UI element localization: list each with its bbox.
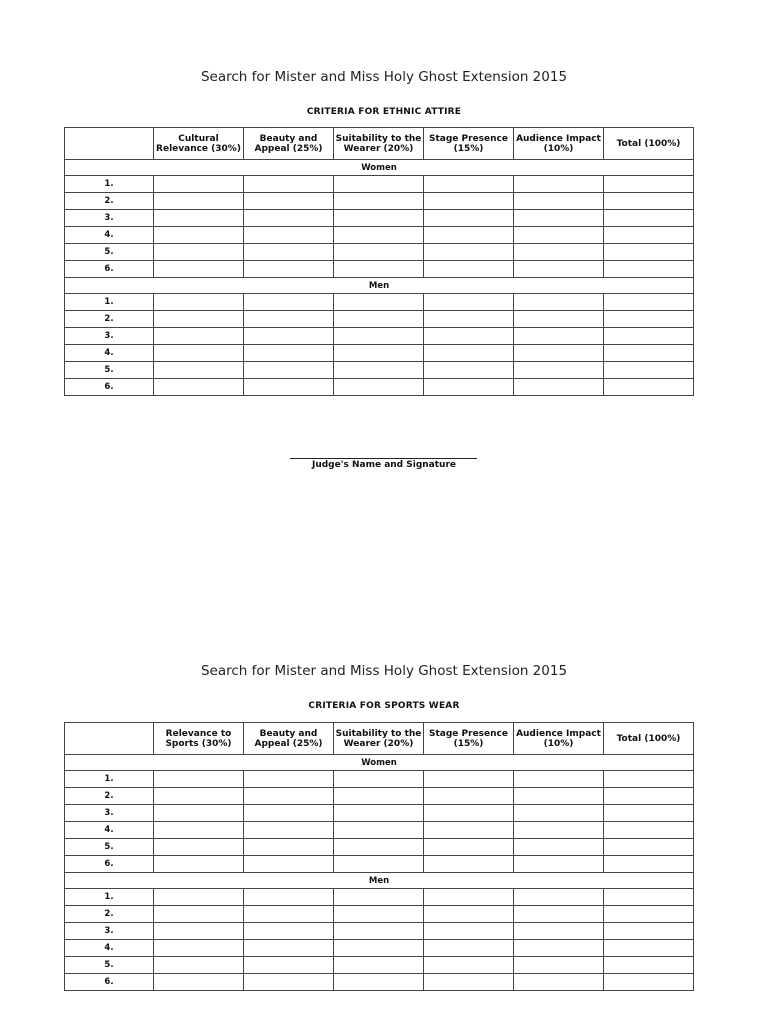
score-cell[interactable] [154, 261, 244, 278]
row-number: 1. [65, 771, 154, 788]
row-number: 1. [65, 294, 154, 311]
table-row [65, 974, 694, 991]
score-cell[interactable] [244, 210, 334, 227]
table-row [65, 771, 694, 788]
column-header: Total (100%) [604, 723, 694, 755]
score-cell[interactable] [424, 227, 514, 244]
total-cell[interactable] [604, 261, 694, 278]
score-cell[interactable] [154, 957, 244, 974]
row-number: 3. [65, 328, 154, 345]
column-header: Relevance to Sports (30%) [154, 723, 244, 755]
score-cell[interactable] [514, 839, 604, 856]
score-cell[interactable] [514, 362, 604, 379]
score-cell[interactable] [244, 839, 334, 856]
total-cell[interactable] [604, 889, 694, 906]
score-cell[interactable] [424, 957, 514, 974]
score-cell[interactable] [244, 176, 334, 193]
score-cell[interactable] [424, 311, 514, 328]
score-cell[interactable] [154, 379, 244, 396]
score-cell[interactable] [514, 788, 604, 805]
score-cell[interactable] [244, 193, 334, 210]
score-cell[interactable] [424, 805, 514, 822]
score-cell[interactable] [154, 771, 244, 788]
score-cell[interactable] [154, 345, 244, 362]
row-number: 4. [65, 345, 154, 362]
score-cell[interactable] [334, 227, 424, 244]
score-cell[interactable] [334, 805, 424, 822]
score-cell[interactable] [244, 822, 334, 839]
score-cell[interactable] [334, 839, 424, 856]
score-cell[interactable] [244, 940, 334, 957]
table-row [65, 176, 694, 193]
score-cell[interactable] [154, 176, 244, 193]
score-cell[interactable] [334, 362, 424, 379]
row-number: 2. [65, 906, 154, 923]
signature-label: Judge's Name and Signature [311, 460, 456, 470]
column-header: Stage Presence (15%) [424, 128, 514, 160]
score-cell[interactable] [154, 311, 244, 328]
score-cell[interactable] [424, 244, 514, 261]
table-row [65, 923, 694, 940]
score-cell[interactable] [334, 957, 424, 974]
score-cell[interactable] [244, 379, 334, 396]
row-number: 5. [65, 244, 154, 261]
total-cell[interactable] [604, 345, 694, 362]
score-cell[interactable] [334, 345, 424, 362]
column-header: Stage Presence (15%) [424, 723, 514, 755]
score-cell[interactable] [334, 294, 424, 311]
score-cell[interactable] [514, 294, 604, 311]
score-cell[interactable] [244, 805, 334, 822]
score-cell[interactable] [154, 788, 244, 805]
score-cell[interactable] [514, 822, 604, 839]
row-number: 1. [65, 176, 154, 193]
score-cell[interactable] [244, 974, 334, 991]
score-cell[interactable] [154, 227, 244, 244]
row-number: 5. [65, 839, 154, 856]
score-cell[interactable] [154, 328, 244, 345]
score-cell[interactable] [424, 839, 514, 856]
table-row [65, 839, 694, 856]
score-cell[interactable] [154, 856, 244, 873]
score-cell[interactable] [514, 805, 604, 822]
table-row [65, 379, 694, 396]
score-cell[interactable] [424, 889, 514, 906]
score-cell[interactable] [244, 244, 334, 261]
score-cell[interactable] [334, 379, 424, 396]
score-cell[interactable] [514, 328, 604, 345]
score-cell[interactable] [334, 176, 424, 193]
score-cell[interactable] [514, 193, 604, 210]
score-cell[interactable] [334, 940, 424, 957]
column-header: Cultural Relevance (30%) [154, 128, 244, 160]
row-number: 5. [65, 362, 154, 379]
section-label-women: Women [65, 755, 694, 771]
score-cell[interactable] [154, 210, 244, 227]
score-cell[interactable] [334, 923, 424, 940]
score-cell[interactable] [514, 974, 604, 991]
score-cell[interactable] [244, 362, 334, 379]
score-cell[interactable] [424, 193, 514, 210]
criteria-heading: CRITERIA FOR ETHNIC ATTIRE [306, 107, 462, 117]
score-cell[interactable] [514, 906, 604, 923]
table-row [65, 788, 694, 805]
score-cell[interactable] [424, 940, 514, 957]
total-cell[interactable] [604, 923, 694, 940]
table-row [65, 311, 694, 328]
row-number: 6. [65, 974, 154, 991]
score-cell[interactable] [424, 974, 514, 991]
score-cell[interactable] [334, 822, 424, 839]
table-row [65, 957, 694, 974]
score-cell[interactable] [514, 227, 604, 244]
score-cell[interactable] [154, 193, 244, 210]
score-cell[interactable] [244, 261, 334, 278]
score-cell[interactable] [334, 974, 424, 991]
total-cell[interactable] [604, 788, 694, 805]
score-cell[interactable] [424, 906, 514, 923]
score-cell[interactable] [514, 940, 604, 957]
score-cell[interactable] [244, 856, 334, 873]
score-cell[interactable] [154, 294, 244, 311]
row-number: 2. [65, 788, 154, 805]
score-cell[interactable] [514, 244, 604, 261]
score-cell[interactable] [334, 856, 424, 873]
score-cell[interactable] [154, 906, 244, 923]
score-cell[interactable] [244, 311, 334, 328]
row-number: 3. [65, 210, 154, 227]
row-number: 2. [65, 311, 154, 328]
table-row [65, 227, 694, 244]
score-cell[interactable] [334, 261, 424, 278]
score-cell[interactable] [334, 906, 424, 923]
table-row [65, 244, 694, 261]
column-header: Audience Impact (10%) [514, 128, 604, 160]
column-header: Beauty and Appeal (25%) [244, 723, 334, 755]
score-cell[interactable] [514, 176, 604, 193]
total-cell[interactable] [604, 294, 694, 311]
scoring-table [64, 722, 694, 991]
column-header: Beauty and Appeal (25%) [244, 128, 334, 160]
section-label-men: Men [65, 278, 694, 294]
score-cell[interactable] [154, 244, 244, 261]
score-cell[interactable] [424, 788, 514, 805]
table-row [65, 822, 694, 839]
score-cell[interactable] [334, 788, 424, 805]
row-number: 6. [65, 856, 154, 873]
score-cell[interactable] [334, 889, 424, 906]
row-number: 4. [65, 940, 154, 957]
score-cell[interactable] [334, 311, 424, 328]
total-cell[interactable] [604, 822, 694, 839]
table-row [65, 856, 694, 873]
total-cell[interactable] [604, 176, 694, 193]
score-cell[interactable] [514, 923, 604, 940]
row-number: 1. [65, 889, 154, 906]
score-cell[interactable] [154, 974, 244, 991]
score-cell[interactable] [154, 805, 244, 822]
form-title: Search for Mister and Miss Holy Ghost Extension 2015 [200, 663, 568, 679]
total-cell[interactable] [604, 906, 694, 923]
total-cell[interactable] [604, 328, 694, 345]
row-number: 6. [65, 379, 154, 396]
total-cell[interactable] [604, 311, 694, 328]
score-cell[interactable] [334, 244, 424, 261]
total-cell[interactable] [604, 193, 694, 210]
total-cell[interactable] [604, 210, 694, 227]
score-cell[interactable] [154, 839, 244, 856]
row-number: 3. [65, 923, 154, 940]
total-cell[interactable] [604, 227, 694, 244]
row-number: 5. [65, 957, 154, 974]
score-cell[interactable] [514, 345, 604, 362]
score-cell[interactable] [424, 294, 514, 311]
score-cell[interactable] [244, 788, 334, 805]
score-cell[interactable] [154, 822, 244, 839]
total-cell[interactable] [604, 940, 694, 957]
score-cell[interactable] [424, 345, 514, 362]
section-label-women: Women [65, 160, 694, 176]
total-cell[interactable] [604, 244, 694, 261]
form-title: Search for Mister and Miss Holy Ghost Extension 2015 [200, 69, 568, 85]
table-row [65, 261, 694, 278]
score-cell[interactable] [514, 856, 604, 873]
column-header: Suitability to the Wearer (20%) [334, 128, 424, 160]
score-cell[interactable] [334, 193, 424, 210]
table-row [65, 294, 694, 311]
total-cell[interactable] [604, 362, 694, 379]
scoring-table [64, 127, 694, 396]
score-cell[interactable] [334, 328, 424, 345]
score-cell[interactable] [334, 210, 424, 227]
score-cell[interactable] [424, 771, 514, 788]
table-row [65, 906, 694, 923]
signature-line[interactable] [290, 452, 477, 459]
criteria-heading: CRITERIA FOR SPORTS WEAR [308, 701, 460, 711]
row-number: 6. [65, 261, 154, 278]
score-cell[interactable] [244, 294, 334, 311]
section-label-men: Men [65, 873, 694, 889]
score-cell[interactable] [514, 379, 604, 396]
score-cell[interactable] [424, 261, 514, 278]
score-cell[interactable] [514, 311, 604, 328]
table-row [65, 345, 694, 362]
score-cell[interactable] [514, 771, 604, 788]
score-cell[interactable] [514, 210, 604, 227]
score-cell[interactable] [244, 923, 334, 940]
score-cell[interactable] [244, 771, 334, 788]
total-cell[interactable] [604, 974, 694, 991]
total-cell[interactable] [604, 771, 694, 788]
score-cell[interactable] [244, 906, 334, 923]
score-cell[interactable] [424, 210, 514, 227]
score-cell[interactable] [244, 957, 334, 974]
score-cell[interactable] [424, 362, 514, 379]
header-blank-cell [65, 723, 154, 755]
total-cell[interactable] [604, 805, 694, 822]
score-cell[interactable] [154, 923, 244, 940]
column-header: Suitability to the Wearer (20%) [334, 723, 424, 755]
score-cell[interactable] [514, 261, 604, 278]
score-cell[interactable] [244, 328, 334, 345]
score-cell[interactable] [244, 345, 334, 362]
row-number: 4. [65, 822, 154, 839]
table-row [65, 193, 694, 210]
score-cell[interactable] [244, 889, 334, 906]
score-cell[interactable] [154, 889, 244, 906]
score-cell[interactable] [334, 771, 424, 788]
row-number: 4. [65, 227, 154, 244]
score-cell[interactable] [424, 923, 514, 940]
table-row [65, 889, 694, 906]
table-row [65, 362, 694, 379]
total-cell[interactable] [604, 379, 694, 396]
total-cell[interactable] [604, 839, 694, 856]
table-row [65, 805, 694, 822]
score-cell[interactable] [154, 940, 244, 957]
table-row [65, 940, 694, 957]
score-cell[interactable] [154, 362, 244, 379]
score-cell[interactable] [424, 822, 514, 839]
score-cell[interactable] [244, 227, 334, 244]
score-cell[interactable] [514, 957, 604, 974]
score-cell[interactable] [424, 856, 514, 873]
row-number: 3. [65, 805, 154, 822]
score-cell[interactable] [424, 379, 514, 396]
row-number: 2. [65, 193, 154, 210]
table-row [65, 328, 694, 345]
score-cell[interactable] [514, 889, 604, 906]
column-header: Audience Impact (10%) [514, 723, 604, 755]
total-cell[interactable] [604, 856, 694, 873]
score-cell[interactable] [424, 328, 514, 345]
total-cell[interactable] [604, 957, 694, 974]
header-blank-cell [65, 128, 154, 160]
table-row [65, 210, 694, 227]
column-header: Total (100%) [604, 128, 694, 160]
score-cell[interactable] [424, 176, 514, 193]
